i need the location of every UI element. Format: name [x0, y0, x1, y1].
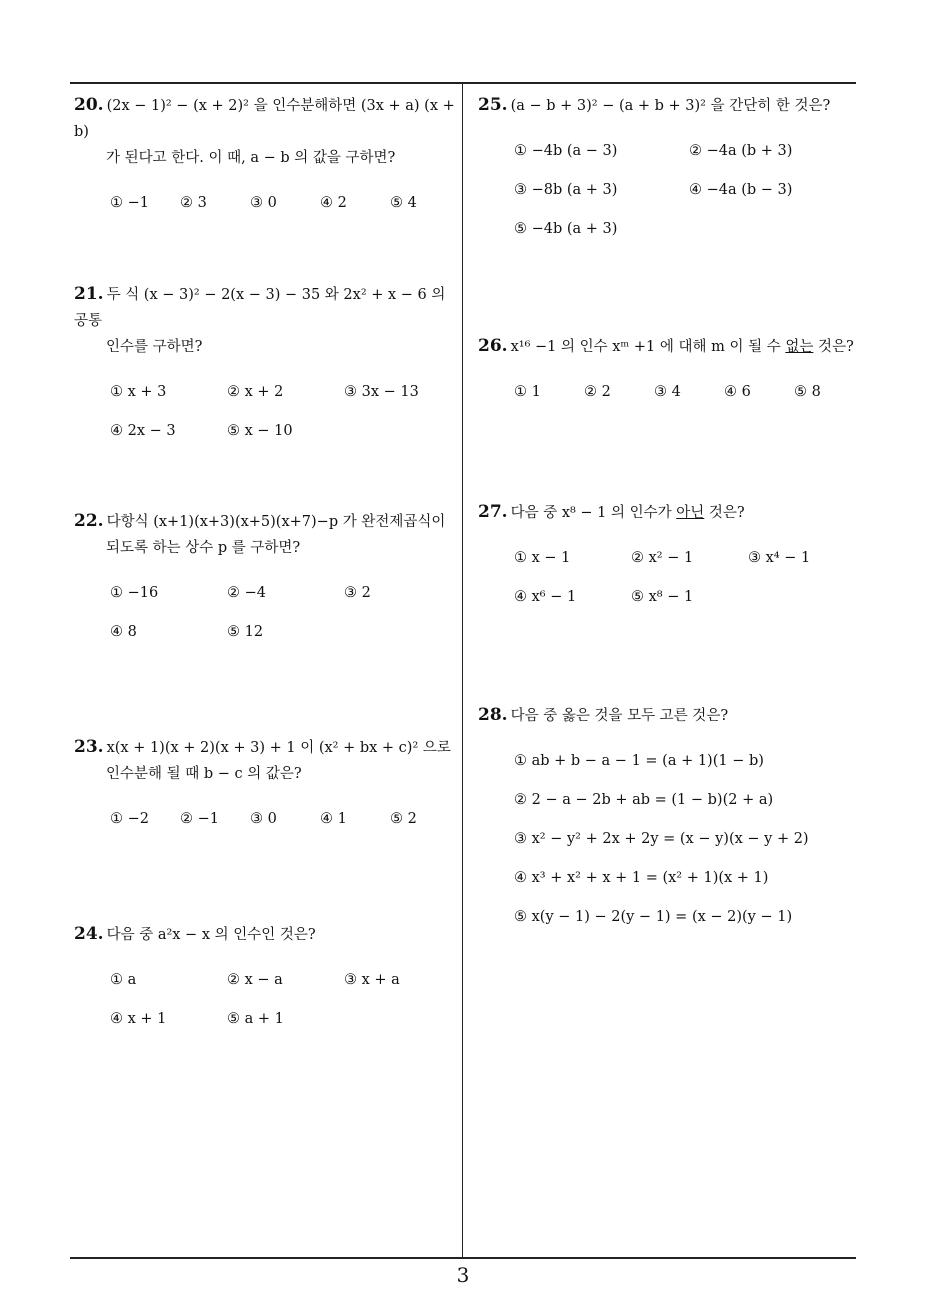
problem-24: [74, 921, 458, 1050]
question-line: 다음 중 a²x − x 의 인수인 것은?: [106, 927, 316, 943]
choice-5[interactable]: ⑤ 12: [227, 624, 264, 640]
choice-5[interactable]: ⑤ 4: [390, 195, 417, 211]
problem-number: 25.: [478, 95, 508, 115]
question-line: (a − b + 3)² − (a + b + 3)² 을 간단히 한 것은?: [510, 98, 831, 114]
question-line: 것은?: [813, 339, 854, 355]
choice-1[interactable]: ① −1: [110, 195, 149, 211]
question-line: (2x − 1)² − (x + 2)² 을 인수분해하면 (3x + a) (x + b): [74, 98, 455, 140]
problem-21: [74, 281, 458, 462]
choice-1[interactable]: ① x − 1: [514, 550, 571, 566]
choice-3[interactable]: ③ 4: [654, 384, 681, 400]
choice-3[interactable]: ③ 2: [344, 585, 371, 601]
problem-26: [478, 333, 858, 423]
answer-choices: [514, 550, 858, 628]
answer-choices: [514, 384, 858, 423]
problem-25-stem: [478, 92, 858, 119]
problem-22: [74, 508, 458, 663]
choice-3[interactable]: ③ 0: [250, 195, 277, 211]
choice-1[interactable]: ① ab + b − a − 1 = (a + 1)(1 − b): [514, 753, 764, 769]
choice-4[interactable]: ④ 2: [320, 195, 347, 211]
problem-number: 20.: [74, 95, 104, 115]
choice-2[interactable]: ② 2 − a − 2b + ab = (1 − b)(2 + a): [514, 792, 774, 808]
question-line: 두 식 (x − 3)² − 2(x − 3) − 35 와 2x² + x − 6 의 공통: [74, 287, 446, 329]
answer-choices: [514, 143, 858, 260]
question-line: 것은?: [704, 505, 745, 521]
choice-5[interactable]: ⑤ a + 1: [227, 1011, 284, 1027]
problem-number: 26.: [478, 336, 508, 356]
bottom-rule: [70, 1257, 856, 1259]
choice-5[interactable]: ⑤ −4b (a + 3): [514, 221, 618, 237]
answer-choices: [110, 195, 458, 234]
problem-26-stem: [478, 333, 858, 360]
choice-3[interactable]: ③ 0: [250, 811, 277, 827]
choice-3[interactable]: ③ x + a: [344, 972, 400, 988]
problem-25: [478, 92, 858, 260]
underlined-keyword: 없는: [785, 339, 814, 355]
answer-choices: [110, 585, 458, 663]
answer-choices: [110, 384, 458, 462]
question-line: 가 된다고 한다. 이 때, a − b 의 값을 구하면?: [106, 150, 396, 166]
choice-2[interactable]: ② 2: [584, 384, 611, 400]
answer-choices: [514, 753, 858, 948]
choice-1[interactable]: ① −16: [110, 585, 159, 601]
problem-23-stem: [74, 734, 458, 787]
choice-5[interactable]: ⑤ 2: [390, 811, 417, 827]
underlined-keyword: 아닌: [676, 505, 705, 521]
answer-choices: [110, 972, 458, 1050]
question-line: x(x + 1)(x + 2)(x + 3) + 1 이 (x² + bx + c)² 으로: [106, 740, 451, 756]
problem-23: [74, 734, 458, 850]
problem-number: 28.: [478, 705, 508, 725]
top-rule: [70, 82, 856, 84]
problem-number: 24.: [74, 924, 104, 944]
choice-4[interactable]: ④ x + 1: [110, 1011, 167, 1027]
choice-2[interactable]: ② −4a (b + 3): [689, 143, 793, 159]
choice-3[interactable]: ③ x² − y² + 2x + 2y = (x − y)(x − y + 2): [514, 831, 809, 847]
choice-2[interactable]: ② x + 2: [227, 384, 284, 400]
problem-22-stem: [74, 508, 458, 561]
problem-number: 22.: [74, 511, 104, 531]
question-line: 다음 중 옳은 것을 모두 고른 것은?: [510, 708, 729, 724]
answer-choices: [110, 811, 458, 850]
choice-3[interactable]: ③ x⁴ − 1: [748, 550, 811, 566]
choice-4[interactable]: ④ −4a (b − 3): [689, 182, 793, 198]
problem-28-stem: [478, 702, 858, 729]
question-line: 다항식 (x+1)(x+3)(x+5)(x+7)−p 가 완전제곱식이: [106, 514, 446, 530]
problem-27: [478, 499, 858, 628]
question-line: 인수를 구하면?: [106, 339, 203, 355]
problem-27-stem: [478, 499, 858, 526]
choice-2[interactable]: ② −4: [227, 585, 266, 601]
problem-20-stem: [74, 92, 458, 171]
question-line: 되도록 하는 상수 p 를 구하면?: [106, 540, 301, 556]
choice-1[interactable]: ① −4b (a − 3): [514, 143, 618, 159]
choice-4[interactable]: ④ 8: [110, 624, 137, 640]
choice-5[interactable]: ⑤ x(y − 1) − 2(y − 1) = (x − 2)(y − 1): [514, 909, 793, 925]
choice-5[interactable]: ⑤ x − 10: [227, 423, 293, 439]
choice-2[interactable]: ② x − a: [227, 972, 283, 988]
choice-4[interactable]: ④ x³ + x² + x + 1 = (x² + 1)(x + 1): [514, 870, 769, 886]
choice-4[interactable]: ④ 1: [320, 811, 347, 827]
choice-4[interactable]: ④ x⁶ − 1: [514, 589, 577, 605]
column-divider: [462, 83, 463, 1258]
choice-5[interactable]: ⑤ 8: [794, 384, 821, 400]
question-line: 인수분해 될 때 b − c 의 값은?: [106, 766, 302, 782]
choice-3[interactable]: ③ −8b (a + 3): [514, 182, 618, 198]
page-number: 3: [456, 1263, 470, 1287]
problem-number: 27.: [478, 502, 508, 522]
choice-2[interactable]: ② x² − 1: [631, 550, 694, 566]
choice-2[interactable]: ② 3: [180, 195, 207, 211]
problem-21-stem: [74, 281, 458, 360]
question-line: 다음 중 x⁸ − 1 의 인수가: [510, 505, 677, 521]
problem-number: 23.: [74, 737, 104, 757]
problem-28: [478, 702, 858, 948]
choice-1[interactable]: ① x + 3: [110, 384, 167, 400]
choice-5[interactable]: ⑤ x⁸ − 1: [631, 589, 694, 605]
choice-4[interactable]: ④ 6: [724, 384, 751, 400]
question-line: x¹⁶ −1 의 인수 xᵐ +1 에 대해 m 이 될 수: [510, 339, 786, 355]
choice-1[interactable]: ① a: [110, 972, 137, 988]
problem-24-stem: [74, 921, 458, 948]
problem-number: 21.: [74, 284, 104, 304]
choice-1[interactable]: ① 1: [514, 384, 541, 400]
choice-1[interactable]: ① −2: [110, 811, 149, 827]
choice-4[interactable]: ④ 2x − 3: [110, 423, 176, 439]
problem-20: [74, 92, 458, 234]
choice-3[interactable]: ③ 3x − 13: [344, 384, 419, 400]
choice-2[interactable]: ② −1: [180, 811, 219, 827]
